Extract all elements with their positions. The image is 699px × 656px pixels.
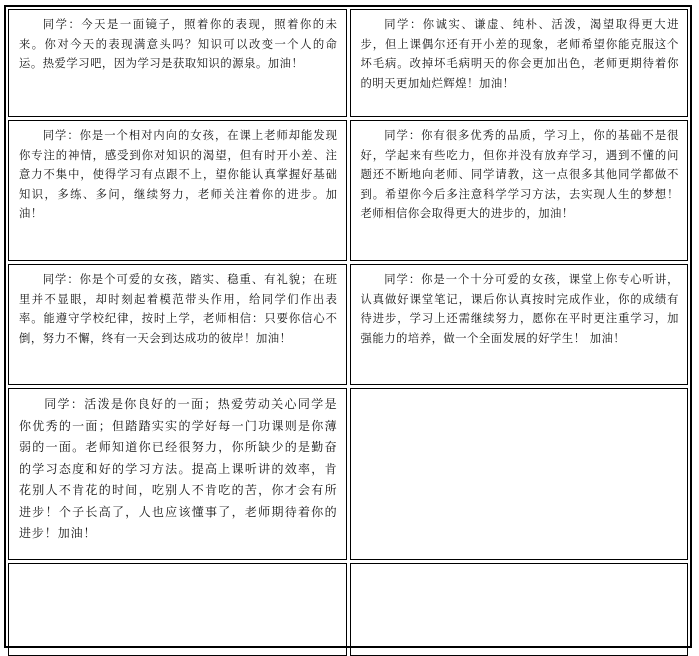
comment-cell (8, 120, 347, 261)
empty-comment-cell (350, 563, 689, 656)
empty-comment-cell (350, 388, 689, 560)
empty-comment-cell (8, 563, 347, 656)
comment-text: 同学：活泼是你良好的一面；热爱劳动关心同学是你优秀的一面；但踏踏实实的学好每一门功课则是你薄弱的一面。老师知道你已经很努力，你所缺少的是勤奋的学习态度和好的学习方法。提高上课听讲的效率，肯花别人不肯花的时间，吃别人不肯吃的苦，你才会有所进步！个子长高了，人也应该懂事了，老师期待着你的进步！加油！ (19, 397, 338, 540)
comment-cell (350, 9, 689, 117)
comment-cell (8, 9, 347, 117)
comment-text: 同学：你是一个十分可爱的女孩，课堂上你专心听讲，认真做好课堂笔记，课后你认真按时完成作业，你的成绩有待进步，学习上还需继续努力，愿你在平时更注重学习，加强能力的培养，做一个全面发展的好学生！ 加油！ (360, 273, 679, 345)
comment-text: 同学：今天是一面镜子，照着你的表现，照着你的未来。你对今天的表现满意头吗？知识可以改变一个人的命运。热爱学习吧，因为学习是获取知识的源泉。加油！ (19, 18, 338, 70)
comment-cell (350, 264, 689, 385)
comment-text: 同学：你有很多优秀的品质，学习上，你的基础不是很好，学起来有些吃力，但你并没有放弃学习，遇到不懂的问题还不断地向老师、同学请教，这一点很多其他同学都做不到。希望你今后多注意科学学习方法，去实现人生的梦想！老师相信你会取得更大的进步的，加油！ (360, 129, 679, 220)
comment-cell (8, 264, 347, 385)
comment-text: 同学：你是个可爱的女孩，踏实、稳重、有礼貌；在班里并不显眼，却时刻起着模范带头作用，给同学们作出表率。能遵守学校纪律，按时上学，老师相信：只要你信心不倒，努力不懈，终有一天会到达成功的彼岸！加油！ (19, 273, 338, 345)
comment-table (4, 5, 692, 648)
comment-text: 同学：你是一个相对内向的女孩，在课上老师却能发现你专注的神情，感受到你对知识的渴望，但有时开小差、注意力不集中，使得学习有点跟不上，望你能认真掌握好基础知识，多练、多问，继续努力，老师关注着你的进步。加油！ (19, 129, 338, 220)
comment-cell (350, 120, 689, 261)
comment-text: 同学：你诚实、谦虚、纯朴、活泼，渴望取得更大进步，但上课偶尔还有开小差的现象，老师希望你能克服这个坏毛病。改掉坏毛病明天的你会更加出色，老师更期待着你的明天更加灿烂辉煌！加油！ (360, 18, 679, 90)
comment-cell (8, 388, 347, 560)
